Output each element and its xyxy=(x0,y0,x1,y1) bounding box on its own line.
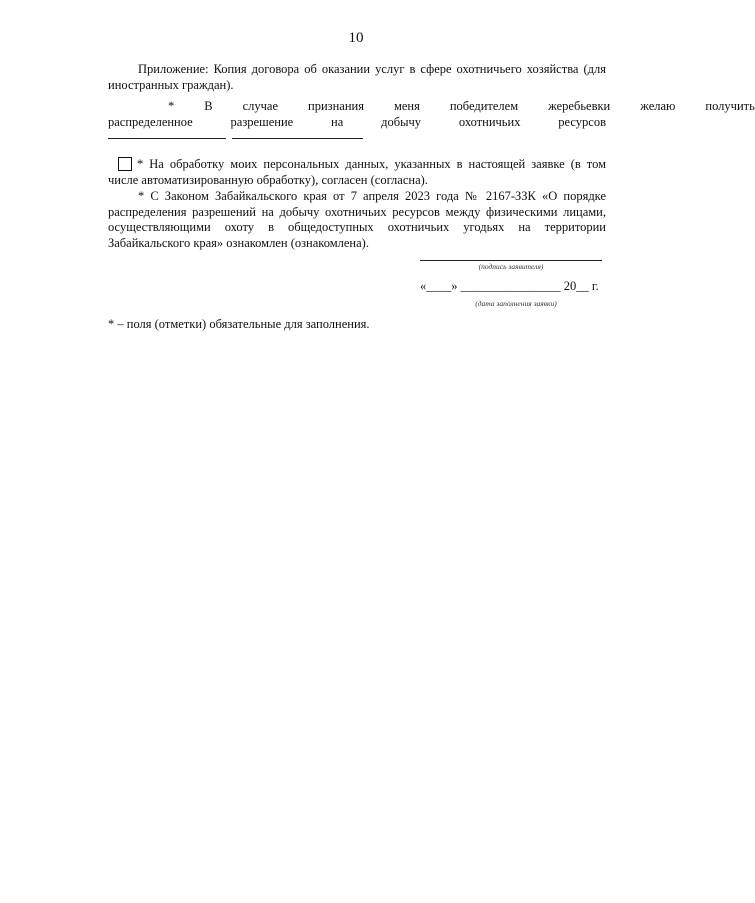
lottery-word: жеребьевки xyxy=(548,99,611,113)
consent-checkbox[interactable] xyxy=(118,157,132,171)
lottery-word: меня xyxy=(393,99,420,113)
consent-paragraph xyxy=(108,157,606,188)
fill-in-line-segment xyxy=(232,138,363,139)
lottery-word: получить xyxy=(705,99,755,113)
signature-line[interactable] xyxy=(420,260,602,261)
lottery-line-2 xyxy=(108,115,606,131)
lottery-word: ресурсов xyxy=(558,114,606,129)
lottery-word: признания xyxy=(308,99,364,113)
consent-text: * На обработку моих персональных данных, указанных в настоящей заявке (в том числе автоматизированную обработку), согласен (согласна). xyxy=(108,157,606,187)
law-acknowledgement-paragraph: * С Законом Забайкальского края от 7 апреля 2023 года № 2167-ЗЗК «О порядке распределения разрешений на добычу охотничьих ресурсов между физическими лицами, осуществляющими охоту в общедоступных охотничьих угодьях на территории Забайкальского края» ознакомлен (ознакомлена). xyxy=(108,189,606,250)
page-number: 10 xyxy=(348,30,364,46)
lottery-word: желаю xyxy=(640,99,676,113)
lottery-word: охотничьих xyxy=(458,114,521,129)
signature-caption: (подпись заявителя) xyxy=(478,262,544,271)
date-caption: (дата заполнения заявки) xyxy=(475,299,557,308)
lottery-word: разрешение xyxy=(230,114,294,129)
lottery-line-1 xyxy=(108,99,755,115)
required-fields-footnote: * – поля (отметки) обязательные для заполнения. xyxy=(108,317,370,331)
date-field[interactable]: «____» ________________ 20__ г. xyxy=(420,279,599,293)
lottery-word: случае xyxy=(242,99,279,113)
fill-in-line-segment xyxy=(108,138,226,139)
lottery-paragraph xyxy=(108,99,755,130)
resource-fill-in-line[interactable] xyxy=(108,138,363,148)
lottery-word: распределенное xyxy=(108,114,193,129)
lottery-word: * xyxy=(168,99,175,113)
lottery-word: В xyxy=(204,99,213,113)
lottery-word: победителем xyxy=(449,99,519,113)
lottery-word: на xyxy=(331,114,344,129)
lottery-word: добычу xyxy=(381,114,422,129)
appendix-paragraph: Приложение: Копия договора об оказании услуг в сфере охотничьего хозяйства (для иностранных граждан). xyxy=(108,62,606,92)
